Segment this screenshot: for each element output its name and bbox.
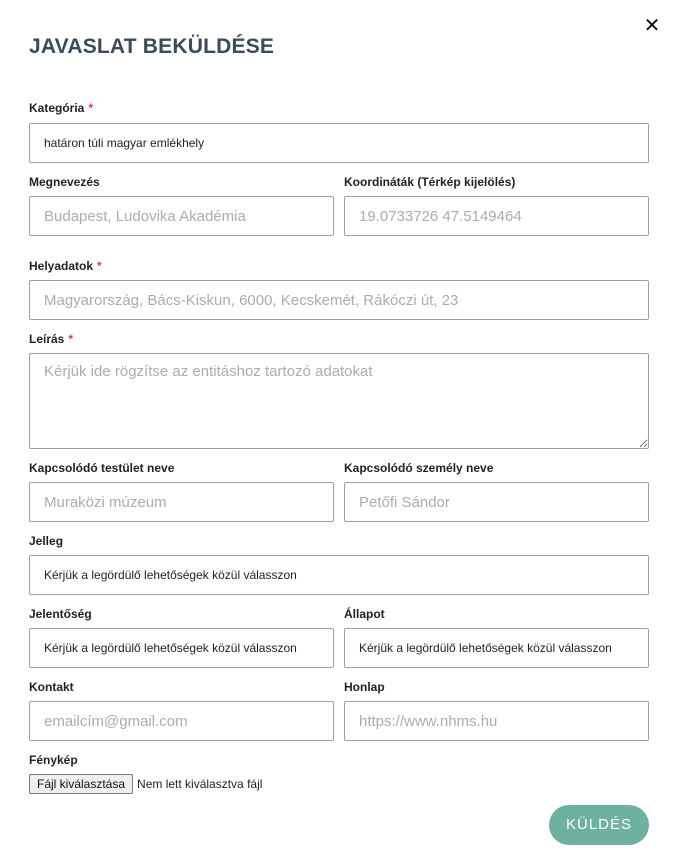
- contact-input[interactable]: [29, 701, 334, 741]
- state-select-value: Kérjük a legördülő lehetőségek közül válasszon: [359, 641, 612, 655]
- related-person-label-text: Kapcsolódó személy neve: [344, 461, 494, 475]
- photo-label: [29, 753, 78, 767]
- name-label-text: Megnevezés: [29, 175, 100, 189]
- photo-file-input: [29, 774, 262, 794]
- character-select-value: Kérjük a legördülő lehetőségek közül válasszon: [44, 568, 297, 582]
- dialog-title: JAVASLAT BEKÜLDÉSE: [29, 35, 275, 58]
- name-label: [29, 175, 100, 189]
- coordinates-input[interactable]: [344, 196, 649, 236]
- location-label-text: Helyadatok: [29, 259, 94, 273]
- character-label-text: Jelleg: [29, 534, 64, 548]
- file-status: Nem lett kiválasztva fájl: [137, 777, 263, 791]
- significance-select[interactable]: [29, 628, 334, 668]
- category-select[interactable]: [29, 123, 649, 163]
- category-label: [29, 101, 93, 115]
- description-label-text: Leírás: [29, 332, 65, 346]
- contact-label-text: Kontakt: [29, 680, 74, 694]
- website-label-text: Honlap: [344, 680, 385, 694]
- close-icon[interactable]: ✕: [643, 13, 661, 37]
- related-body-label: [29, 461, 174, 475]
- character-label: [29, 534, 63, 548]
- category-select-value: határon túli magyar emlékhely: [44, 136, 205, 150]
- name-input[interactable]: [29, 196, 334, 236]
- related-body-label-text: Kapcsolódó testület neve: [29, 461, 175, 475]
- website-label: [344, 680, 385, 694]
- character-select[interactable]: [29, 555, 649, 595]
- location-input[interactable]: [29, 280, 649, 320]
- required-mark: *: [88, 101, 94, 115]
- state-label: [344, 607, 385, 621]
- state-label-text: Állapot: [344, 607, 385, 621]
- related-person-label: [344, 461, 493, 475]
- submit-button[interactable]: KÜLDÉS: [549, 805, 649, 845]
- photo-label-text: Fénykép: [29, 753, 78, 767]
- coordinates-label: [344, 175, 515, 189]
- related-body-input[interactable]: [29, 482, 334, 522]
- state-select[interactable]: [344, 628, 649, 668]
- website-input[interactable]: [344, 701, 649, 741]
- required-mark: *: [97, 259, 102, 273]
- location-label: [29, 259, 102, 273]
- description-label: [29, 332, 73, 346]
- contact-label: [29, 680, 74, 694]
- significance-label-text: Jelentőség: [29, 607, 92, 621]
- significance-select-value: Kérjük a legördülő lehetőségek közül válasszon: [44, 641, 297, 655]
- related-person-input[interactable]: [344, 482, 649, 522]
- category-label-text: Kategória: [29, 101, 85, 115]
- choose-file-button[interactable]: Fájl kiválasztása: [29, 774, 133, 794]
- required-mark: *: [68, 332, 74, 346]
- description-textarea[interactable]: [29, 353, 649, 449]
- coordinates-label-text[interactable]: Koordináták (Térkép kijelölés): [344, 175, 516, 189]
- significance-label: [29, 607, 92, 621]
